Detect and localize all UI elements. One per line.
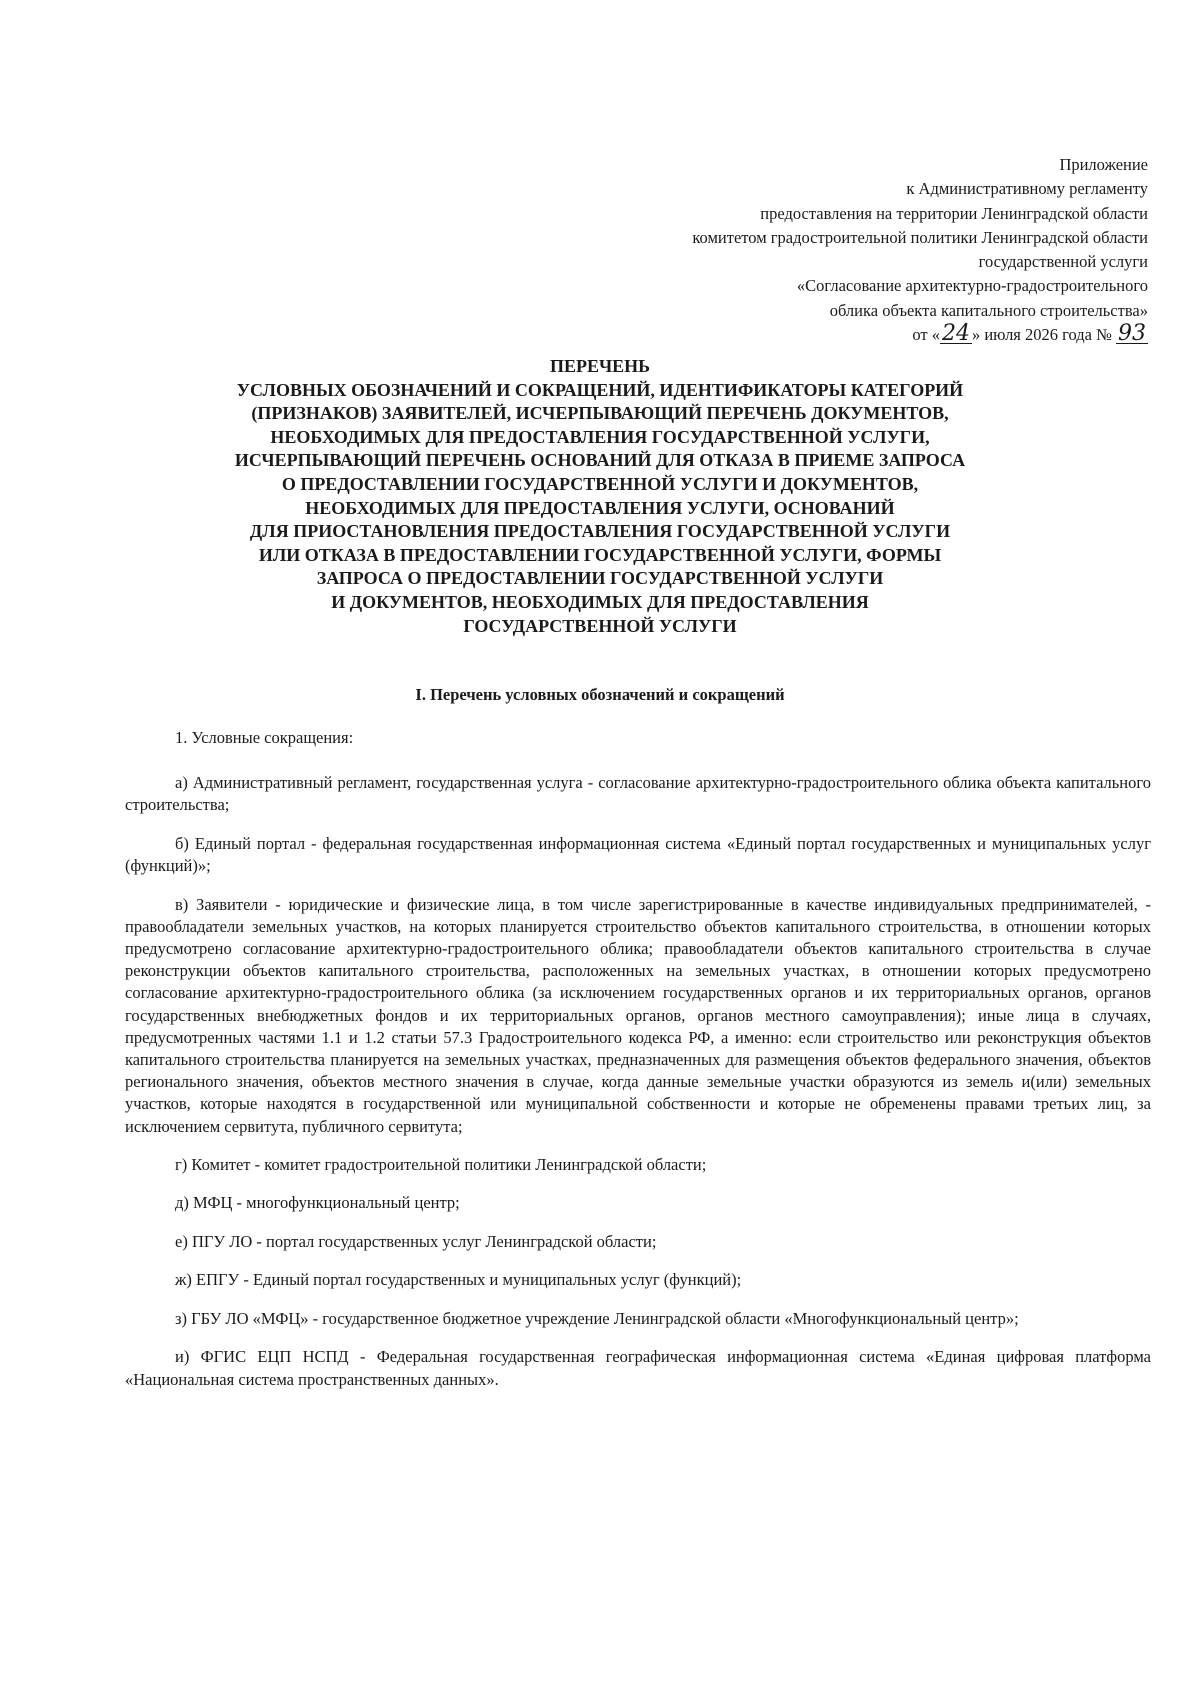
title-line: (ПРИЗНАКОВ) ЗАЯВИТЕЛЕЙ, ИСЧЕРПЫВАЮЩИЙ ПЕРЕЧЕНЬ ДОКУМЕНТОВ, xyxy=(251,403,949,424)
appendix-line: к Административному регламенту xyxy=(906,179,1148,199)
title-line: ДЛЯ ПРИОСТАНОВЛЕНИЯ ПРЕДОСТАВЛЕНИЯ ГОСУДАРСТВЕННОЙ УСЛУГИ xyxy=(249,521,951,542)
list-item: в) Заявители - юридические и физические лица, в том числе зарегистрированные в качестве индивидуальных предпринимателей, - правообладатели земельных участков, на которых планируется строительство объектов капитального строительства, в отношении которых предусмотрено согласование архитектурно-градостроительного облика; правообладатели объектов капитального строительства в случае реконструкции объектов капитального строительства, расположенных на земельных участках, в отношении которых предусмотрено согласование архитектурно-градостроительного облика (за исключением государственных органов и их территориальных органов, органов государственных внебюджетных фондов и их территориальных органов, органов местного самоуправления); иные лица в случаях, предусмотренных частями 1.1 и 1.2 статьи 57.3 Градостроительного кодекса РФ, а именно: если строительство или реконструкция объектов капитального строительства планируется на земельных участках, предназначенных для размещения объектов федерального значения, объектов регионального значения, объектов местного значения в случае, когда данные земельные участки образуются из земель и(или) земельных участков, которые находятся в государственной или муниципальной собственности и которые не обременены правами третьих лиц, за исключением сервитута, публичного сервитута; xyxy=(125,894,1151,1136)
date-day-handwritten: 24 xyxy=(941,321,970,347)
document-title xyxy=(150,355,1050,638)
appendix-line: облика объекта капитального строительства» xyxy=(829,300,1148,320)
appendix-date-line xyxy=(448,323,1148,347)
title-line: И ДОКУМЕНТОВ, НЕОБХОДИМЫХ ДЛЯ ПРЕДОСТАВЛЕНИЯ xyxy=(331,591,869,612)
list-item: е) ПГУ ЛО - портал государственных услуг Ленинградской области; xyxy=(175,1231,657,1251)
appendix-header xyxy=(448,153,1148,347)
section-intro: 1. Условные сокращения: xyxy=(175,728,354,747)
list-item: б) Единый портал - федеральная государственная информационная система «Единый портал государственных и муниципальных услуг (функций)»; xyxy=(125,833,1151,875)
title-line: ЗАПРОСА О ПРЕДОСТАВЛЕНИИ ГОСУДАРСТВЕННОЙ УСЛУГИ xyxy=(316,568,884,589)
title-line: НЕОБХОДИМЫХ ДЛЯ ПРЕДОСТАВЛЕНИЯ УСЛУГИ, ОСНОВАНИЙ xyxy=(305,497,895,518)
list-item: г) Комитет - комитет градостроительной политики Ленинградской области; xyxy=(175,1154,707,1174)
title-line: О ПРЕДОСТАВЛЕНИИ ГОСУДАРСТВЕННОЙ УСЛУГИ И ДОКУМЕНТОВ, xyxy=(281,473,919,494)
document-number-handwritten: 93 xyxy=(1118,321,1146,347)
appendix-line: государственной услуги xyxy=(978,252,1148,272)
list-item: д) МФЦ - многофункциональный центр; xyxy=(175,1193,460,1213)
section-heading: I. Перечень условных обозначений и сокращений xyxy=(415,685,785,704)
date-middle: » июля 2026 года № xyxy=(971,325,1112,345)
title-line: ИСЧЕРПЫВАЮЩИЙ ПЕРЕЧЕНЬ ОСНОВАНИЙ ДЛЯ ОТКАЗА В ПРИЕМЕ ЗАПРОСА xyxy=(234,450,966,471)
list-item: ж) ЕПГУ - Единый портал государственных и муниципальных услуг (функций); xyxy=(175,1270,742,1290)
title-line: УСЛОВНЫХ ОБОЗНАЧЕНИЙ И СОКРАЩЕНИЙ, ИДЕНТИФИКАТОРЫ КАТЕГОРИЙ xyxy=(236,379,964,400)
title-line: ИЛИ ОТКАЗА В ПРЕДОСТАВЛЕНИИ ГОСУДАРСТВЕННОЙ УСЛУГИ, ФОРМЫ xyxy=(258,544,942,565)
list-item: з) ГБУ ЛО «МФЦ» - государственное бюджетное учреждение Ленинградской области «Многофункциональный центр»; xyxy=(175,1308,1019,1328)
abbreviations-list xyxy=(125,727,1151,1407)
title-line: ГОСУДАРСТВЕННОЙ УСЛУГИ xyxy=(463,615,737,636)
title-line: ПЕРЕЧЕНЬ xyxy=(549,356,651,376)
appendix-line: «Согласование архитектурно-градостроительного xyxy=(796,276,1148,296)
date-prefix: от « xyxy=(912,325,940,345)
title-line: НЕОБХОДИМЫХ ДЛЯ ПРЕДОСТАВЛЕНИЯ ГОСУДАРСТВЕННОЙ УСЛУГИ, xyxy=(270,426,930,447)
appendix-line: комитетом градостроительной политики Ленинградской области xyxy=(692,227,1148,247)
appendix-line: Приложение xyxy=(1059,155,1148,174)
appendix-line: предоставления на территории Ленинградской области xyxy=(760,203,1148,223)
list-item: и) ФГИС ЕЦП НСПД - Федеральная государственная географическая информационная система «Единая цифровая платформа «Национальная система пространственных данных». xyxy=(125,1347,1151,1389)
list-item: а) Административный регламент, государственная услуга - согласование архитектурно-градостроительного облика объекта капитального строительства; xyxy=(125,772,1151,814)
